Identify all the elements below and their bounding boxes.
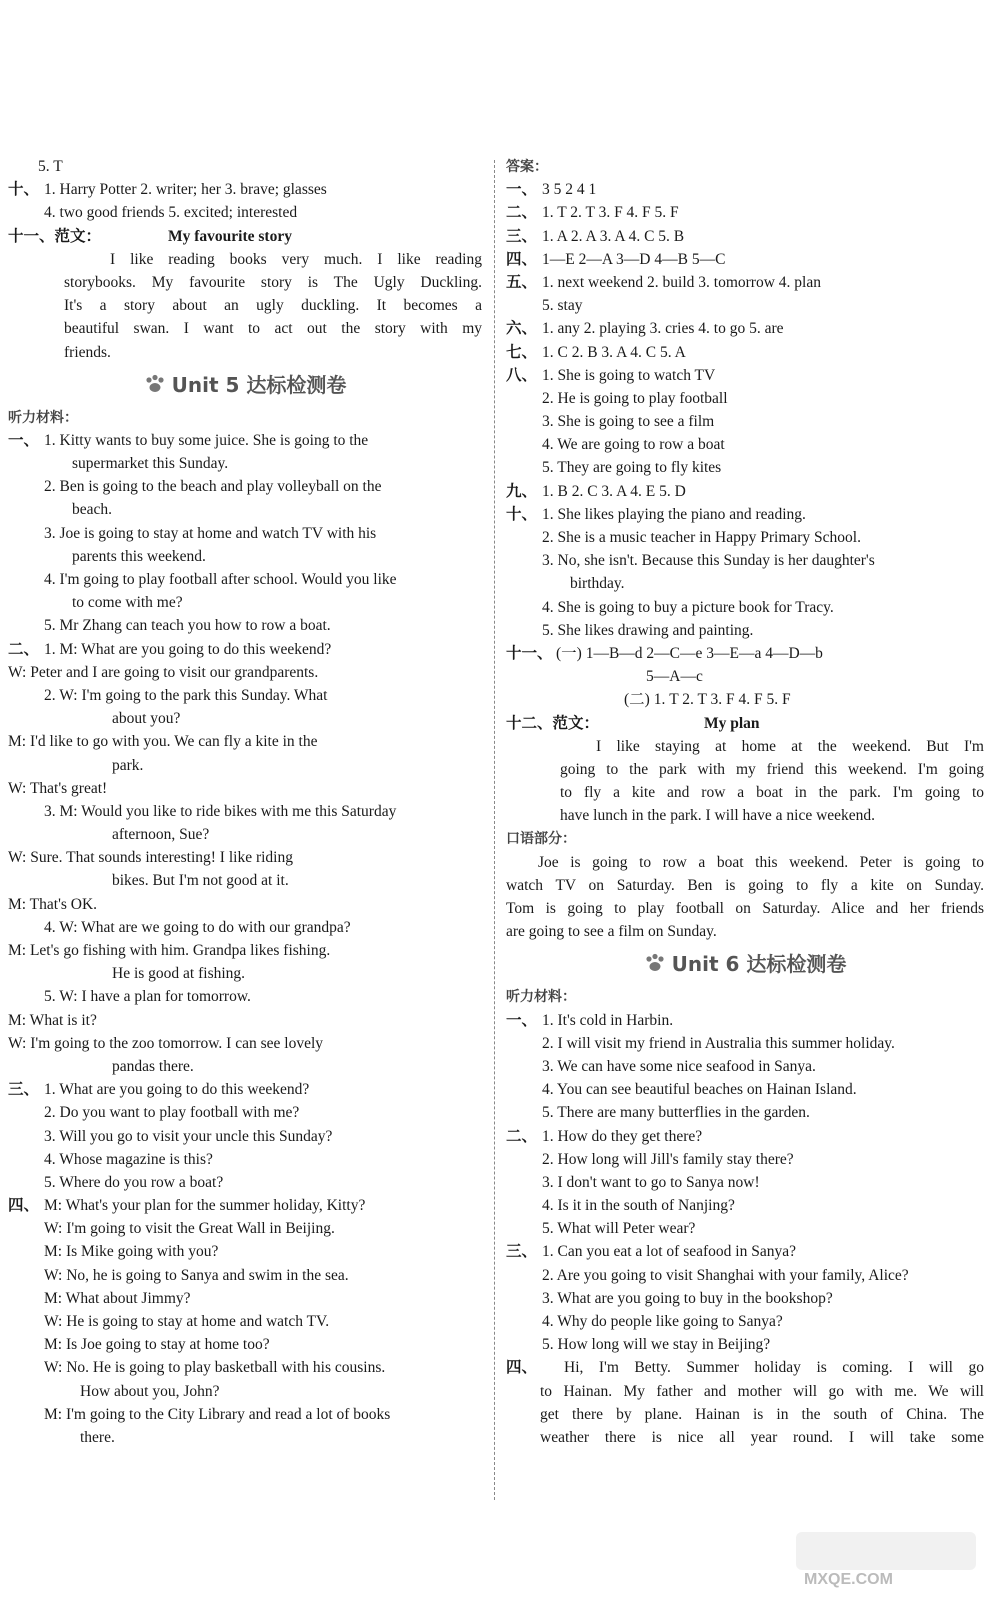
essay-heading (506, 712, 984, 735)
paragraph-line (506, 874, 984, 897)
section-label-text: 听力材料： (506, 989, 576, 1006)
paragraph-text: I like reading books very much. I like reading (110, 250, 482, 268)
text-line (506, 572, 984, 595)
text-line (8, 823, 482, 846)
line-text: W: I'm going to visit the Great Wall in Beijing. (44, 1220, 335, 1238)
paragraph-text: have lunch in the park. I will have a nice weekend. (560, 807, 876, 825)
line-text: 5—A—c (646, 668, 703, 686)
text-line (8, 916, 482, 939)
text-line (8, 1380, 482, 1403)
text-line (506, 1194, 984, 1217)
line-text: 5. What will Peter wear? (542, 1220, 696, 1238)
line-text: 1. Kitty wants to buy some juice. She is going to the (44, 431, 369, 449)
text-line (8, 568, 482, 591)
item-marker: 一、 (506, 181, 538, 199)
text-line (506, 1078, 984, 1101)
line-text: (一) 1—B—d 2—C—e 3—E—a 4—D—b (556, 644, 823, 662)
item-marker: 五、 (506, 273, 538, 291)
item-marker: 三、 (506, 1243, 538, 1261)
text-line (8, 661, 482, 684)
line-text: He is good at fishing. (112, 965, 246, 983)
line-text: 1. A 2. A 3. A 4. C 5. B (542, 227, 685, 245)
text-line (8, 707, 482, 730)
item-marker: 三、 (8, 1081, 40, 1099)
text-line (506, 1217, 984, 1240)
item-marker: 二、 (8, 640, 40, 658)
paragraph-text: going to the park with my friend this weekend. I'm going (560, 760, 984, 778)
line-text: How about you, John? (80, 1382, 220, 1400)
paragraph-text: Hi, I'm Betty. Summer holiday is coming. I will go (564, 1359, 984, 1377)
line-text: 5. Mr Zhang can teach you how to row a boat. (44, 617, 331, 635)
unit-title (8, 364, 482, 406)
unit-title (506, 943, 984, 985)
line-text: W: No, he is going to Sanya and swim in the sea. (44, 1266, 349, 1284)
text-line (8, 1032, 482, 1055)
line-text: 1. What are you going to do this weekend? (44, 1081, 310, 1099)
text-line (8, 1240, 482, 1263)
line-text: 2. I will visit my friend in Australia this summer holiday. (542, 1034, 895, 1052)
paragraph-text: storybooks. My favourite story is The Ugly Duckling. (64, 273, 482, 291)
paragraph-line (506, 1380, 984, 1403)
text-line (506, 665, 984, 688)
paragraph-line (506, 781, 984, 804)
paragraph-text: are going to see a film on Sunday. (506, 923, 717, 941)
line-text: M: What about Jimmy? (44, 1289, 191, 1307)
line-text: birthday. (570, 575, 625, 593)
section-label (506, 155, 984, 178)
line-text: 1. B 2. C 3. A 4. E 5. D (542, 482, 686, 500)
text-line (506, 1101, 984, 1124)
text-line (506, 433, 984, 456)
item-marker: 八、 (506, 366, 538, 384)
text-line (8, 939, 482, 962)
line-text: W: Peter and I are going to visit our grandparents. (8, 663, 319, 681)
text-line (506, 271, 984, 294)
text-line (506, 1125, 984, 1148)
item-marker: 二、 (506, 1127, 538, 1145)
line-text: 3 5 2 4 1 (542, 181, 597, 199)
text-line (506, 480, 984, 503)
text-line (506, 294, 984, 317)
text-line (506, 364, 984, 387)
line-text: 2. How long will Jill's family stay there? (542, 1150, 794, 1168)
paragraph-line (506, 1426, 984, 1449)
text-line (8, 985, 482, 1008)
line-text: 5. They are going to fly kites (542, 459, 722, 477)
unit-title-text: Unit 6 达标检测卷 (671, 952, 847, 977)
paragraph-line (8, 248, 482, 271)
line-text: 2. She is a music teacher in Happy Primary School. (542, 529, 861, 546)
item-marker: 一、 (506, 1011, 538, 1029)
line-text: there. (80, 1428, 115, 1446)
paragraph-line (506, 1403, 984, 1426)
text-line (8, 846, 482, 869)
line-text: 3. Joe is going to stay at home and watch TV with his (44, 524, 377, 542)
line-text: 2. Ben is going to the beach and play volleyball on the (44, 478, 382, 496)
text-line (8, 1426, 482, 1449)
text-line (8, 1310, 482, 1333)
section-label-text: 答案： (506, 159, 548, 175)
line-text: M: I'm going to the City Library and read a lot of books (44, 1405, 391, 1423)
line-text: 1. Harry Potter 2. writer; her 3. brave; glasses (44, 181, 327, 199)
line-text: 2. W: I'm going to the park this Sunday. What (44, 686, 328, 704)
line-text: W: He is going to stay at home and watch TV. (44, 1313, 330, 1330)
text-line (8, 1356, 482, 1379)
line-text: 4. Whose magazine is this? (44, 1150, 213, 1168)
line-text: 3. No, she isn't. Because this Sunday is her daughter's (542, 552, 875, 570)
line-text: 3. We can have some nice seafood in Sanya. (542, 1057, 816, 1075)
text-line (506, 387, 984, 410)
section-label (506, 985, 984, 1008)
paragraph-line (8, 294, 482, 317)
item-marker: 一、 (8, 431, 40, 449)
line-text: 1. How do they get there? (542, 1127, 703, 1145)
line-text: 1. M: What are you going to do this weekend? (44, 640, 332, 658)
line-text: park. (112, 756, 144, 774)
line-text: supermarket this Sunday. (72, 455, 229, 473)
item-marker: 九、 (506, 482, 538, 500)
line-text: 2. He is going to play football (542, 389, 728, 407)
text-line (8, 591, 482, 614)
paragraph-line (506, 851, 984, 874)
text-line (8, 1125, 482, 1148)
line-text: 5. stay (542, 297, 583, 315)
line-text: M: Is Mike going with you? (44, 1243, 219, 1261)
paw-icon (644, 953, 666, 973)
paragraph-line (8, 317, 482, 340)
line-text: 1. any 2. playing 3. cries 4. to go 5. are (542, 320, 784, 338)
text-line (8, 452, 482, 475)
line-text: M: What is it? (8, 1011, 97, 1029)
text-line (8, 1403, 482, 1426)
line-text: M: What's your plan for the summer holiday, Kitty? (44, 1197, 366, 1215)
line-text: 4. I'm going to play football after school. Would you like (44, 571, 397, 588)
paragraph-line (506, 804, 984, 827)
section-label-text: 听力材料： (8, 409, 78, 426)
text-line (8, 893, 482, 916)
text-line (506, 1148, 984, 1171)
essay-title: My favourite story (168, 227, 292, 245)
text-line (506, 503, 984, 526)
line-text: W: Sure. That sounds interesting! I like riding (8, 849, 293, 867)
text-line (506, 225, 984, 248)
text-line (506, 1009, 984, 1032)
line-text: 3. What are you going to buy in the bookshop? (542, 1289, 833, 1307)
text-line (506, 1287, 984, 1310)
essay-heading (8, 225, 482, 248)
right-column (506, 155, 984, 1449)
item-marker: 三、 (506, 227, 538, 245)
text-line (8, 522, 482, 545)
line-text: to come with me? (72, 594, 183, 612)
text-line (8, 475, 482, 498)
paragraph-text: Tom is going to play football on Saturday. Alice and her friends (506, 900, 984, 917)
line-text: 1. She is going to watch TV (542, 366, 716, 384)
paw-icon (144, 374, 166, 394)
paragraph-line (506, 897, 984, 920)
paragraph-text: to Hainan. My father and mother will go with me. We will (540, 1382, 984, 1400)
text-line (8, 429, 482, 452)
section-label (506, 827, 984, 850)
line-text: 4. You can see beautiful beaches on Hainan Island. (542, 1081, 857, 1099)
item-marker: 十、 (506, 505, 538, 523)
text-line (8, 178, 482, 201)
text-line (8, 638, 482, 661)
item-marker: 四、 (506, 250, 538, 268)
line-text: 4. Is it in the south of Nanjing? (542, 1197, 735, 1215)
paragraph-line (8, 271, 482, 294)
paragraph-line (506, 920, 984, 943)
item-marker: 七、 (506, 343, 538, 361)
line-text: 4. Why do people like going to Sanya? (542, 1313, 783, 1330)
watermark-text: MXQE.COM (804, 1571, 893, 1588)
text-line (506, 456, 984, 479)
line-text: W: I'm going to the zoo tomorrow. I can see lovely (8, 1034, 324, 1052)
paragraph-line (506, 1356, 984, 1379)
paragraph-text: to fly a kite and row a boat in the park. I'm going to (560, 784, 984, 802)
text-line (8, 869, 482, 892)
paragraph-text: watch TV on Saturday. Ben is going to fly a kite on Sunday. (506, 876, 984, 894)
paragraph-text: weather there is nice all year round. I will take some (540, 1428, 984, 1446)
text-line (506, 596, 984, 619)
line-text: 1—E 2—A 3—D 4—B 5—C (542, 250, 726, 268)
unit-title-text: Unit 5 达标检测卷 (171, 372, 347, 397)
line-text: 4. two good friends 5. excited; interested (44, 204, 298, 222)
text-line (8, 1287, 482, 1310)
line-text: 3. She is going to see a film (542, 413, 715, 431)
line-text: W: No. He is going to play basketball with his cousins. (44, 1359, 386, 1377)
text-line (506, 1264, 984, 1287)
line-text: M: That's OK. (8, 895, 98, 913)
text-line (8, 545, 482, 568)
text-line (506, 201, 984, 224)
paragraph-text: It's a story about an ugly duckling. It becomes a (64, 297, 482, 315)
line-text: 2. Are you going to visit Shanghai with your family, Alice? (542, 1266, 909, 1284)
text-line (506, 642, 984, 665)
item-marker: 二、 (506, 204, 538, 222)
line-text: (二) 1. T 2. T 3. F 4. F 5. F (624, 691, 791, 709)
line-text: 3. I don't want to go to Sanya now! (542, 1173, 760, 1191)
text-line (8, 1101, 482, 1124)
text-line (8, 730, 482, 753)
text-line (506, 619, 984, 642)
item-marker: 四、 (506, 1359, 538, 1377)
item-marker: 六、 (506, 320, 538, 338)
line-text: bikes. But I'm not good at it. (112, 872, 289, 890)
text-line (506, 341, 984, 364)
line-text: W: That's great! (8, 779, 108, 797)
item-marker: 四、 (8, 1197, 40, 1215)
text-line (8, 1078, 482, 1101)
watermark-logo (796, 1532, 976, 1588)
text-line (8, 1171, 482, 1194)
text-line (8, 1009, 482, 1032)
line-text: 1. She likes playing the piano and reading. (542, 505, 806, 523)
text-line (506, 549, 984, 572)
paragraph-line (506, 735, 984, 758)
text-line (8, 1055, 482, 1078)
line-text: 1. C 2. B 3. A 4. C 5. A (542, 343, 686, 361)
line-text: 5. W: I have a plan for tomorrow. (44, 988, 251, 1006)
paragraph-text: I like staying at home at the weekend. But I'm (596, 737, 984, 755)
line-text: M: I'd like to go with you. We can fly a kite in the (8, 733, 318, 751)
text-line (8, 155, 482, 178)
text-line (506, 1032, 984, 1055)
text-line (8, 754, 482, 777)
text-line (506, 1240, 984, 1263)
essay-title: My plan (704, 714, 760, 732)
text-line (506, 526, 984, 549)
item-marker: 十、 (8, 181, 40, 199)
left-column (8, 155, 482, 1449)
text-line (8, 1217, 482, 1240)
text-line (8, 201, 482, 224)
line-text: 1. next weekend 2. build 3. tomorrow 4. plan (542, 273, 821, 291)
paragraph-text: friends. (64, 343, 111, 361)
paragraph-text: beautiful swan. I want to act out the story with my (64, 320, 482, 338)
line-text: 4. We are going to row a boat (542, 436, 725, 454)
section-label-text: 口语部分： (506, 831, 576, 848)
text-line (8, 1194, 482, 1217)
paragraph-line (506, 758, 984, 781)
line-text: beach. (72, 501, 113, 519)
line-text: 4. She is going to buy a picture book for Tracy. (542, 598, 834, 616)
line-text: parents this weekend. (72, 547, 206, 565)
text-line (506, 1310, 984, 1333)
line-text: M: Let's go fishing with him. Grandpa likes fishing. (8, 942, 331, 959)
text-line (506, 317, 984, 340)
line-text: 5. She likes drawing and painting. (542, 621, 754, 639)
essay-label: 十一、范文： (8, 227, 102, 245)
text-line (506, 248, 984, 271)
text-line (8, 1333, 482, 1356)
line-text: 2. Do you want to play football with me? (44, 1104, 300, 1122)
item-marker: 十一、 (506, 644, 553, 662)
line-text: about you? (112, 710, 181, 728)
line-text: pandas there. (112, 1057, 194, 1075)
line-text: 5. There are many butterflies in the garden. (542, 1104, 810, 1122)
line-text: 1. It's cold in Harbin. (542, 1011, 674, 1029)
text-line (506, 1055, 984, 1078)
line-text: 5. Where do you row a boat? (44, 1173, 224, 1191)
line-text: 1. T 2. T 3. F 4. F 5. F (542, 204, 679, 222)
text-line (8, 1148, 482, 1171)
text-line (506, 1333, 984, 1356)
section-label (8, 406, 482, 429)
paragraph-text: Joe is going to row a boat this weekend. Peter is going to (538, 853, 984, 871)
text-line (506, 178, 984, 201)
paragraph-text: get there by plane. Hainan is in the south of China. The (540, 1405, 984, 1423)
line-text: 3. M: Would you like to ride bikes with me this Saturday (44, 802, 397, 820)
line-text: 5. T (38, 158, 63, 175)
text-line (506, 688, 984, 711)
line-text: 5. How long will we stay in Beijing? (542, 1336, 771, 1354)
text-line (8, 614, 482, 637)
line-text: M: Is Joe going to stay at home too? (44, 1336, 270, 1354)
line-text: 3. Will you go to visit your uncle this Sunday? (44, 1127, 333, 1145)
text-line (8, 498, 482, 521)
essay-label: 十二、范文： (506, 714, 600, 732)
line-text: 1. Can you eat a lot of seafood in Sanya? (542, 1243, 796, 1261)
column-divider (494, 160, 495, 1500)
text-line (8, 962, 482, 985)
text-line (8, 777, 482, 800)
paragraph-line (8, 341, 482, 364)
text-line (506, 1171, 984, 1194)
text-line (8, 1264, 482, 1287)
text-line (506, 410, 984, 433)
text-line (8, 800, 482, 823)
line-text: afternoon, Sue? (112, 826, 210, 844)
text-line (8, 684, 482, 707)
line-text: 4. W: What are we going to do with our grandpa? (44, 918, 351, 936)
